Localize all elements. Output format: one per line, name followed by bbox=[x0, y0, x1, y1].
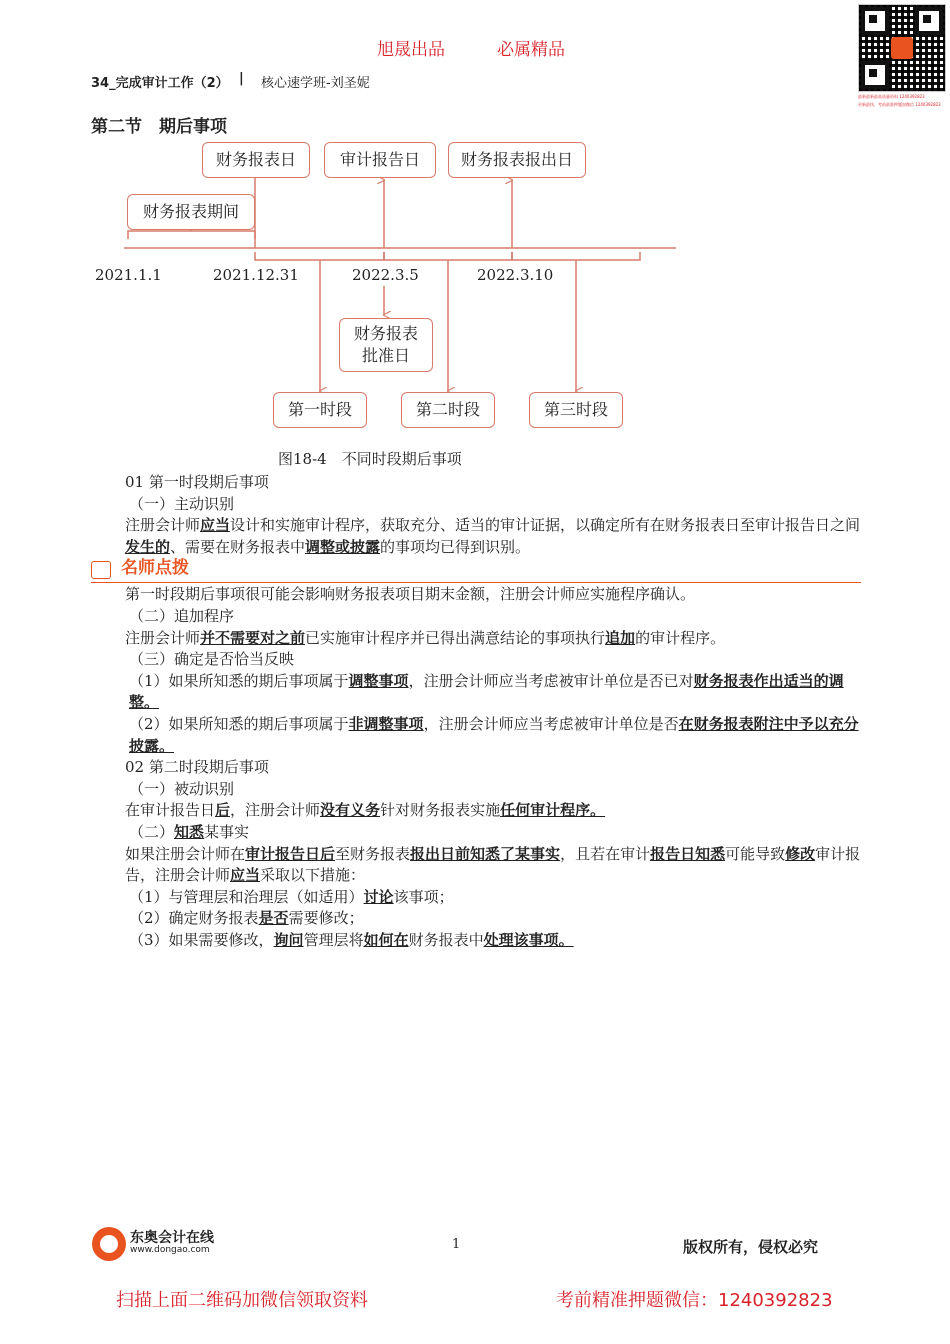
bottom-right-promo: 考前精准押题微信：1240392823 bbox=[556, 1290, 833, 1311]
stage2-box: 第二时段 bbox=[401, 392, 495, 428]
qr-code[interactable] bbox=[858, 4, 946, 110]
measure-2: （2）确定财务报表是否需要修改； bbox=[129, 909, 364, 928]
audit-report-date-box: 审计报告日 bbox=[324, 142, 436, 178]
period-box: 财务报表期间 bbox=[127, 194, 255, 230]
stage3-box: 第三时段 bbox=[529, 392, 623, 428]
lesson-title: 34_完成审计工作（2） bbox=[91, 76, 229, 91]
qr-logo-icon bbox=[891, 37, 913, 59]
section-title: 第二节 期后事项 bbox=[91, 117, 227, 137]
figure-caption: 图18-4 不同时段期后事项 bbox=[278, 450, 462, 468]
timeline-diagram bbox=[90, 138, 690, 468]
fs-date-box: 财务报表日 bbox=[202, 142, 310, 178]
date-release: 2022.3.10 bbox=[477, 266, 554, 284]
approval-date-box bbox=[339, 318, 433, 372]
approval-line2: 批准日 bbox=[361, 346, 410, 365]
sub-active-identify: （一）主动识别 bbox=[129, 494, 235, 513]
sub-passive-identify: （一）被动识别 bbox=[129, 779, 235, 798]
para-adjusting: （1）如果所知悉的期后事项属于调整事项，注册会计师应当考虑被审计单位是否已对财务报表作出适当的调整。 bbox=[129, 671, 844, 712]
teacher-tip-header bbox=[91, 558, 861, 584]
period-bracket bbox=[128, 231, 255, 239]
dongao-logo-icon bbox=[92, 1227, 126, 1261]
qr-caption-2: 更新最快，考前最准押题加微信 1240392823 bbox=[858, 102, 941, 107]
stage1-box: 第一时段 bbox=[273, 392, 367, 428]
sub-additional: （二）追加程序 bbox=[129, 606, 235, 625]
tip-text: 第一时段期后事项很可能会影响财务报表项目期末金额，注册会计师应实施程序确认。 bbox=[125, 585, 696, 604]
date-start: 2021.1.1 bbox=[95, 266, 162, 284]
logo-name: 东奥会计在线 bbox=[130, 1230, 214, 1246]
measure-3: （3）如果需要修改，询问管理层将如何在财务报表中处理该事项。 bbox=[129, 930, 574, 949]
para-additional: 注册会计师并不需要对之前已实施审计程序并已得出满意结论的事项执行追加的审计程序。 bbox=[125, 628, 726, 647]
sub-aware: （二）知悉某事实 bbox=[129, 822, 250, 841]
banner-left: 旭晟出品 bbox=[377, 40, 445, 60]
para-active-identify: 注册会计师应当设计和实施审计程序，获取充分、适当的审计证据，以确定所有在财务报表日至审计报告日之间发生的、需要在财务报表中调整或披露的事项均已得到识别。 bbox=[125, 516, 861, 556]
heading-01: 01 第一时段期后事项 bbox=[125, 473, 269, 491]
header-separator: | bbox=[239, 71, 244, 86]
para-non-adjusting: （2）如果所知悉的期后事项属于非调整事项，注册会计师应当考虑被审计单位是否在财务报表附注中予以充分披露。 bbox=[129, 714, 859, 755]
para-aware: 如果注册会计师在审计报告日后至财务报表报出日前知悉了某事实，且若在审计报告日知悉可能导致修改审计报告，注册会计师应当采取以下措施： bbox=[125, 844, 861, 885]
tip-title: 名师点拨 bbox=[121, 558, 189, 579]
release-date-box: 财务报表报出日 bbox=[448, 142, 586, 178]
date-audit-report: 2022.3.5 bbox=[352, 266, 419, 284]
date-fs: 2021.12.31 bbox=[213, 266, 299, 284]
heading-02: 02 第二时段期后事项 bbox=[125, 758, 269, 777]
para-passive-identify: 在审计报告日后，注册会计师没有义务针对财务报表实施任何审计程序。 bbox=[125, 801, 606, 820]
content-body bbox=[91, 472, 861, 951]
measure-1: （1）与管理层和治理层（如适用）讨论该事项； bbox=[129, 887, 454, 906]
logo-url: www.dongao.com bbox=[130, 1245, 210, 1255]
bottom-left-promo: 扫描上面二维码加微信领取资料 bbox=[116, 1290, 368, 1311]
page-number: 1 bbox=[452, 1237, 461, 1252]
tip-divider bbox=[91, 582, 861, 583]
tip-icon bbox=[91, 561, 111, 579]
banner-right: 必属精品 bbox=[497, 40, 565, 60]
approval-line1: 财务报表 bbox=[353, 324, 418, 343]
dongao-logo[interactable] bbox=[92, 1225, 232, 1265]
qr-caption-1: 最新最新最高质量资料 1240392823 bbox=[858, 94, 925, 99]
qr-image bbox=[858, 4, 946, 92]
course-name: 核心速学班-刘圣妮 bbox=[261, 76, 370, 91]
copyright: 版权所有，侵权必究 bbox=[683, 1238, 819, 1256]
sub-reflect: （三）确定是否恰当反映 bbox=[129, 650, 295, 669]
